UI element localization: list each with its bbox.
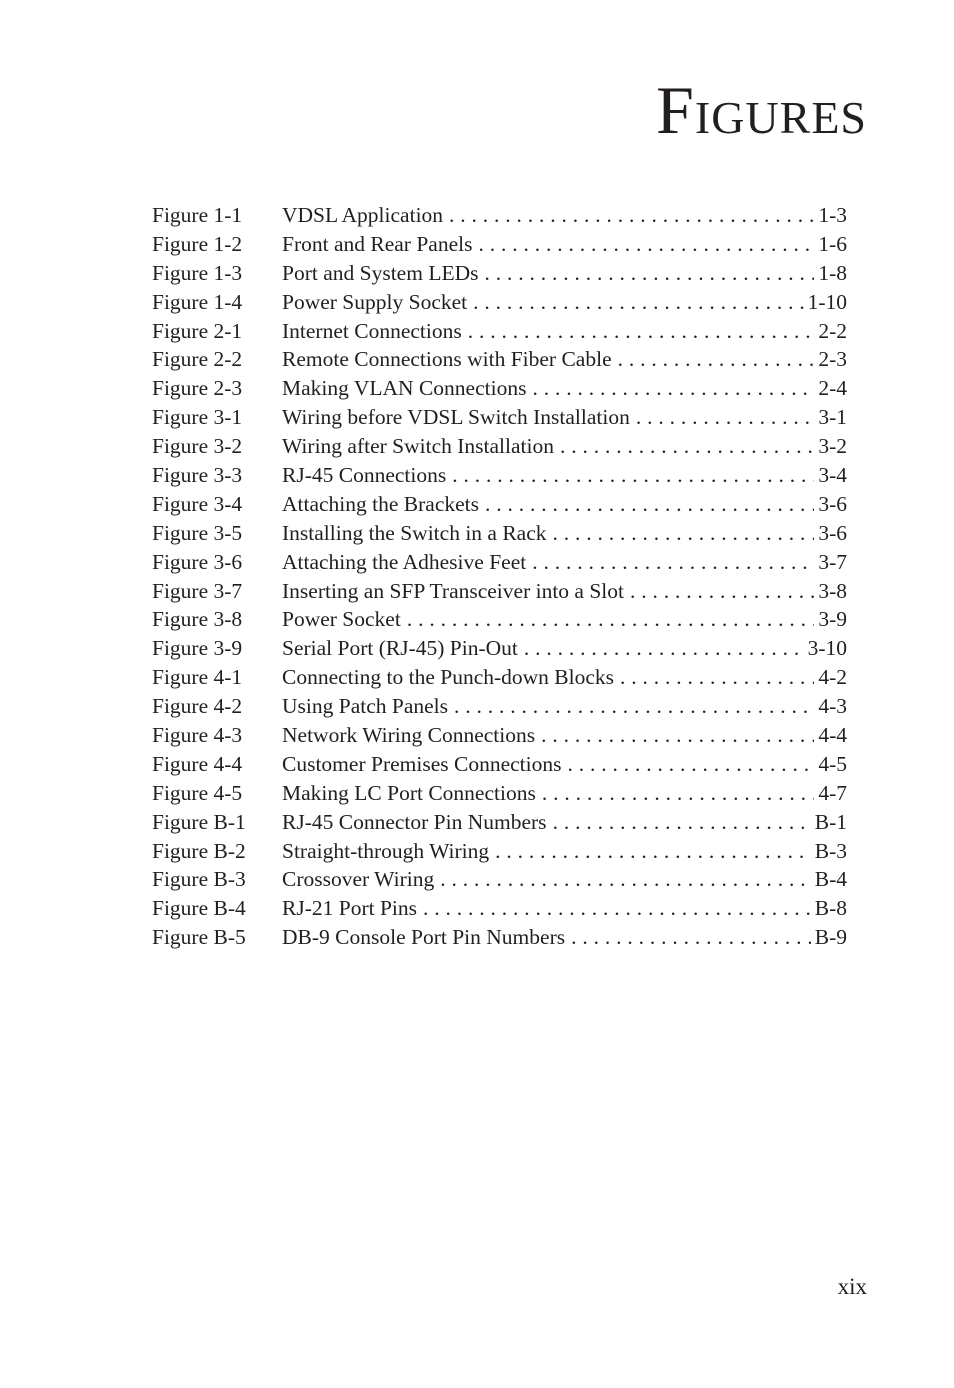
figure-number: Figure B-4 [152, 896, 246, 921]
dot-leader [485, 492, 814, 517]
figure-page[interactable]: 3-9 [818, 607, 847, 632]
figure-entry[interactable] [152, 810, 847, 839]
dot-leader [440, 867, 811, 892]
figure-title[interactable]: Straight-through Wiring [282, 838, 490, 863]
figure-page[interactable]: 3-8 [818, 578, 847, 603]
figure-number: Figure B-5 [152, 925, 246, 950]
figure-page[interactable]: 4-2 [818, 665, 847, 690]
dot-leader [636, 405, 814, 430]
figure-entry[interactable] [152, 781, 847, 810]
figure-title[interactable]: Power Supply Socket [282, 289, 468, 314]
figure-title[interactable]: RJ-45 Connector Pin Numbers [282, 809, 547, 834]
dot-leader [553, 521, 815, 546]
figure-number: Figure 1-1 [152, 203, 243, 227]
dot-leader [524, 636, 804, 661]
figure-entry[interactable] [152, 607, 847, 636]
figure-title[interactable]: Attaching the Brackets [282, 491, 480, 516]
figure-page[interactable]: 4-5 [818, 751, 847, 776]
figure-title[interactable]: Serial Port (RJ-45) Pin-Out [282, 636, 518, 661]
dot-leader [423, 896, 811, 921]
figure-title[interactable]: Inserting an SFP Transceiver into a Slot [282, 578, 625, 603]
figure-title[interactable]: Port and System LEDs [282, 260, 479, 285]
figure-number: Figure 3-9 [152, 636, 243, 661]
figure-entry[interactable] [152, 867, 847, 896]
figure-entry[interactable] [152, 405, 847, 434]
dot-leader [553, 810, 811, 835]
figure-number: Figure 1-2 [152, 231, 243, 256]
figure-entry[interactable] [152, 203, 847, 232]
figure-page[interactable]: B-9 [814, 925, 847, 950]
figure-title[interactable]: Attaching the Adhesive Feet [282, 549, 527, 574]
figure-title[interactable]: Remote Connections with Fiber Cable [282, 347, 612, 372]
figure-page[interactable]: B-1 [814, 809, 847, 834]
figure-number: Figure 3-1 [152, 405, 243, 430]
figure-title[interactable]: Front and Rear Panels [282, 231, 473, 256]
figure-title[interactable]: DB-9 Console Port Pin Numbers [282, 925, 566, 950]
figure-page[interactable]: 3-7 [818, 549, 847, 574]
figure-title[interactable]: Network Wiring Connections [282, 723, 536, 748]
figure-page[interactable]: 4-7 [818, 780, 847, 805]
dot-leader [495, 839, 811, 864]
figure-number: Figure 3-4 [152, 491, 243, 516]
figure-page[interactable]: 3-1 [818, 405, 847, 430]
figure-title[interactable]: Wiring after Switch Installation [282, 434, 554, 459]
figure-page[interactable]: 1-3 [818, 203, 847, 227]
dot-leader [407, 607, 815, 632]
dot-leader [571, 925, 811, 950]
page-title-rest: IGURES [694, 92, 867, 143]
page-title-initial: F [656, 72, 695, 148]
page-title [656, 72, 867, 148]
figure-entry[interactable] [152, 752, 847, 781]
figure-title[interactable]: Crossover Wiring [282, 867, 435, 892]
dot-leader [452, 463, 814, 488]
figure-entry[interactable] [152, 463, 847, 492]
figure-entry[interactable] [152, 347, 847, 376]
figure-title[interactable]: Installing the Switch in a Rack [282, 520, 547, 545]
figure-number: Figure 4-1 [152, 665, 243, 690]
figure-entry[interactable] [152, 636, 847, 665]
figure-number: Figure 1-3 [152, 260, 243, 285]
figure-page[interactable]: 1-8 [818, 260, 847, 285]
figure-entry[interactable] [152, 550, 847, 579]
figure-number: Figure 2-1 [152, 318, 243, 343]
dot-leader [541, 723, 814, 748]
dot-leader [473, 290, 803, 315]
figure-page[interactable]: 4-4 [818, 723, 847, 748]
figure-number: Figure 1-4 [152, 289, 243, 314]
figure-entry[interactable] [152, 290, 847, 319]
figure-entry[interactable] [152, 492, 847, 521]
dot-leader [567, 752, 814, 777]
dot-leader [532, 376, 814, 401]
figure-title[interactable]: RJ-45 Connections [282, 463, 447, 488]
figure-entry[interactable] [152, 665, 847, 694]
dot-leader [478, 232, 814, 257]
figure-page[interactable]: B-4 [814, 867, 847, 892]
dot-leader [560, 434, 814, 459]
figure-number: Figure 3-5 [152, 520, 243, 545]
dot-leader [449, 203, 814, 228]
figure-title[interactable]: Connecting to the Punch-down Blocks [282, 665, 615, 690]
figure-title[interactable]: Using Patch Panels [282, 694, 449, 719]
figure-page[interactable]: 4-3 [818, 694, 847, 719]
figure-page[interactable]: 3-4 [818, 463, 847, 488]
dot-leader [484, 261, 814, 286]
figure-entry[interactable] [152, 521, 847, 550]
figure-title[interactable]: Wiring before VDSL Switch Installation [282, 405, 630, 430]
figure-title[interactable]: RJ-21 Port Pins [282, 896, 418, 921]
figure-title[interactable]: Making LC Port Connections [282, 780, 536, 805]
figure-number: Figure B-1 [152, 809, 246, 834]
figure-page[interactable]: 3-10 [807, 636, 847, 661]
figure-number: Figure 3-3 [152, 463, 243, 488]
dot-leader [630, 579, 814, 604]
figure-number: Figure 2-2 [152, 347, 243, 372]
dot-leader [454, 694, 814, 719]
figure-entry[interactable] [152, 434, 847, 463]
figure-entry[interactable] [152, 694, 847, 723]
figure-entry[interactable] [152, 925, 847, 954]
figure-entry[interactable] [152, 723, 847, 752]
figure-page[interactable]: 2-2 [818, 318, 847, 343]
figure-title[interactable]: Customer Premises Connections [282, 751, 562, 776]
figure-page[interactable]: 2-4 [818, 376, 847, 401]
figure-number: Figure 4-3 [152, 723, 243, 748]
figure-number: Figure 4-4 [152, 751, 243, 776]
figure-page[interactable]: 2-3 [818, 347, 847, 372]
figure-entry[interactable] [152, 896, 847, 925]
figure-entry[interactable] [152, 319, 847, 348]
figure-entry[interactable] [152, 232, 847, 261]
dot-leader [618, 347, 815, 372]
dot-leader [532, 550, 814, 575]
figure-page[interactable]: 1-10 [807, 289, 847, 314]
figure-number: Figure B-2 [152, 838, 246, 863]
figure-number: Figure 3-2 [152, 434, 243, 459]
figure-entry[interactable] [152, 376, 847, 405]
figure-number: Figure 3-7 [152, 578, 243, 603]
figure-entry[interactable] [152, 261, 847, 290]
figure-title[interactable]: VDSL Application [282, 203, 444, 227]
figure-title[interactable]: Power Socket [282, 607, 401, 632]
figure-list [152, 203, 847, 954]
figure-page[interactable]: 3-6 [818, 520, 847, 545]
figure-entry[interactable] [152, 839, 847, 868]
figure-number: Figure 3-6 [152, 549, 243, 574]
dot-leader [542, 781, 815, 806]
figure-number: Figure 2-3 [152, 376, 243, 401]
figure-number: Figure 4-5 [152, 780, 243, 805]
figure-page[interactable]: B-8 [814, 896, 847, 921]
page-number: xix [837, 1274, 867, 1299]
figure-page[interactable]: B-3 [814, 838, 847, 863]
figure-page[interactable]: 1-6 [818, 231, 847, 256]
figure-entry[interactable] [152, 579, 847, 608]
dot-leader [620, 665, 814, 690]
figure-number: Figure 3-8 [152, 607, 243, 632]
figure-title[interactable]: Making VLAN Connections [282, 376, 527, 401]
figure-number: Figure B-3 [152, 867, 246, 892]
figure-page[interactable]: 3-2 [818, 434, 847, 459]
dot-leader [468, 319, 815, 344]
figure-page[interactable]: 3-6 [818, 491, 847, 516]
figure-number: Figure 4-2 [152, 694, 243, 719]
figure-title[interactable]: Internet Connections [282, 318, 462, 343]
